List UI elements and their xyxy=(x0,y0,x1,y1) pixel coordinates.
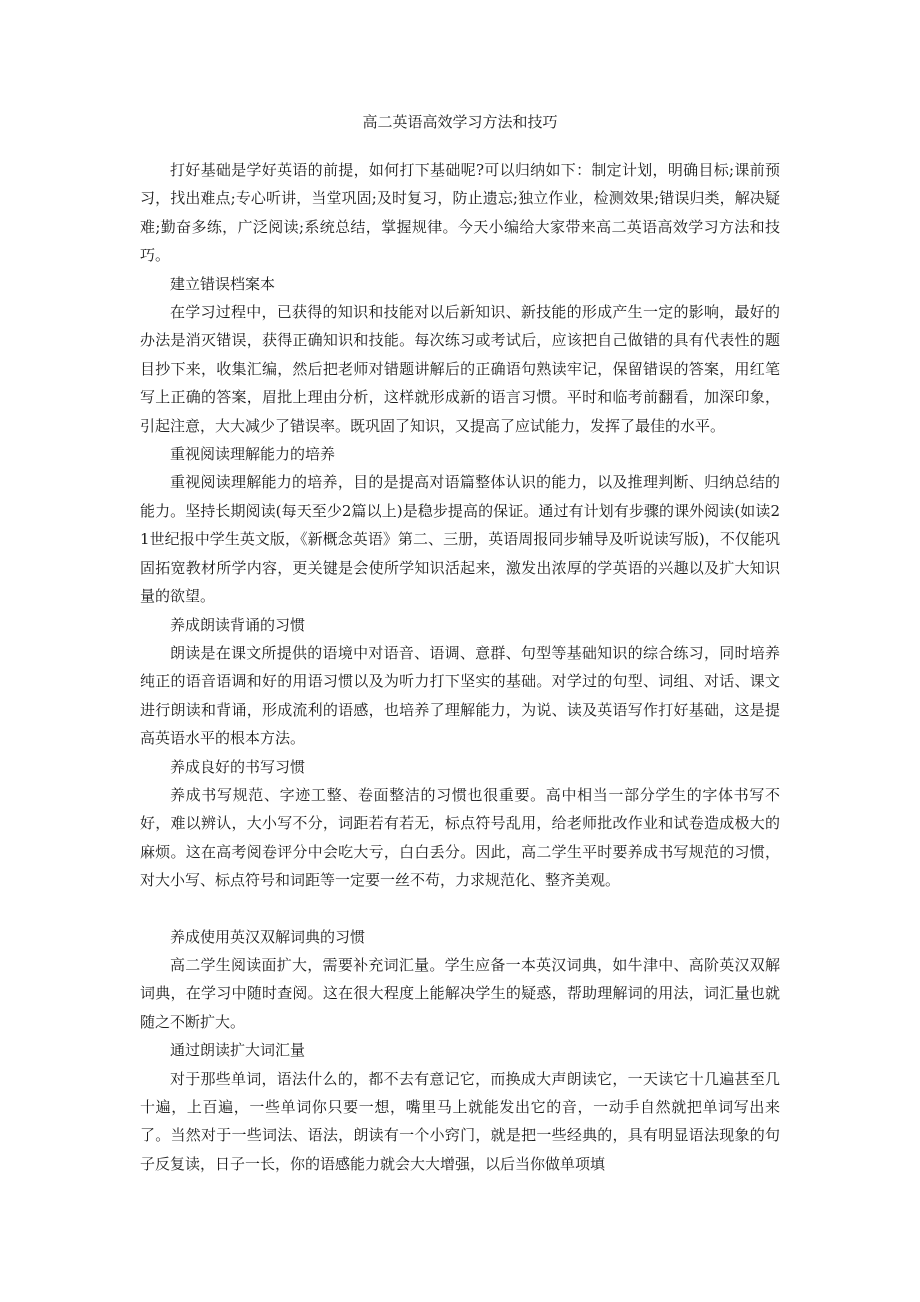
paragraph-gap xyxy=(140,895,780,923)
section-body-dictionary: 高二学生阅读面扩大，需要补充词汇量。学生应备一本英汉词典，如牛津中、高阶英汉双解词典，在学习中随时查阅。这在很大程度上能解决学生的疑惑，帮助理解词的用法，词汇量也就随之不断扩大。 xyxy=(140,955,780,1031)
section-heading-reading-comprehension: 重视阅读理解能力的培养 xyxy=(170,445,336,464)
section-body-writing-habits: 养成书写规范、字迹工整、卷面整洁的习惯也很重要。高中相当一部分学生的字体书写不好，难以辨认，大小写不分，词距若有若无，标点符号乱用，给老师批改作业和试卷造成极大的麻烦。这在高考阅卷评分中会吃大亏，白白丢分。因此，高二学生平时要养成书写规范的习惯，对大小写、标点符号和词距等一定要一丝不苟，力求规范化、整齐美观。 xyxy=(140,785,780,890)
section-heading-vocabulary: 通过朗读扩大词汇量 xyxy=(170,1041,306,1060)
document-page xyxy=(140,110,780,1178)
section-heading-dictionary: 养成使用英汉双解词典的习惯 xyxy=(170,927,366,946)
intro-paragraph: 打好基础是学好英语的前提，如何打下基础呢?可以归纳如下：制定计划，明确目标;课前预习，找出难点;专心听讲，当堂巩固;及时复习，防止遗忘;独立作业，检测效果;错误归类，解决疑难;勤奋多练，广泛阅读;系统总结，掌握规律。今天小编给大家带来高二英语高效学习方法和技巧。 xyxy=(140,161,780,265)
section-body-vocabulary: 对于那些单词，语法什么的，都不去有意记它，而换成大声朗读它，一天读它十几遍甚至几十遍，上百遍，一些单词你只要一想，嘴里马上就能发出它的音，一动手自然就把单词写出来了。当然对于一些词法、语法，朗读有一个小窍门，就是把一些经典的，具有明显语法现象的句子反复读，日子一长，你的语感能力就会大大增强，以后当你做单项填 xyxy=(140,1069,780,1173)
section-body-reading-comprehension: 重视阅读理解能力的培养，目的是提高对语篇整体认识的能力，以及推理判断、归纳总结的能力。坚持长期阅读(每天至少2篇以上)是稳步提高的保证。通过有计划有步骤的课外阅读(如读21世纪报中学生英文版，《新概念英语》第二、三册，英语周报同步辅导及听说读写版)，不仅能巩固拓宽教材所学内容，更关键是会使所学知识活起来，激发出浓厚的学英语的兴趣以及扩大知识量的欲望。 xyxy=(140,473,780,606)
section-heading-reading-aloud: 养成朗读背诵的习惯 xyxy=(170,615,306,634)
section-body-error-notebook: 在学习过程中，已获得的知识和技能对以后新知识、新技能的形成产生一定的影响，最好的办法是消灭错误，获得正确知识和技能。每次练习或考试后，应该把自己做错的具有代表性的题目抄下来，收集汇编，然后把老师对错题讲解后的正确语句熟读牢记，保留错误的答案，用红笔写上正确的答案，眉批上理由分析，这样就形成新的语言习惯。平时和临考前翻看，加深印象，引起注意，大大减少了错误率。既巩固了知识，又提高了应试能力，发挥了最佳的水平。 xyxy=(140,303,780,435)
section-heading-writing-habits: 养成良好的书写习惯 xyxy=(170,757,306,776)
section-heading-error-notebook: 建立错误档案本 xyxy=(170,274,276,293)
document-title: 高二英语高效学习方法和技巧 xyxy=(362,113,558,131)
section-body-reading-aloud: 朗读是在课文所提供的语境中对语音、语调、意群、句型等基础知识的综合练习，同时培养纯正的语音语调和好的用语习惯以及为听力打下坚实的基础。对学过的句型、词组、对话、课文进行朗读和背诵，形成流利的语感，也培养了理解能力，为说、读及英语写作打好基础，这是提高英语水平的根本方法。 xyxy=(140,643,780,748)
